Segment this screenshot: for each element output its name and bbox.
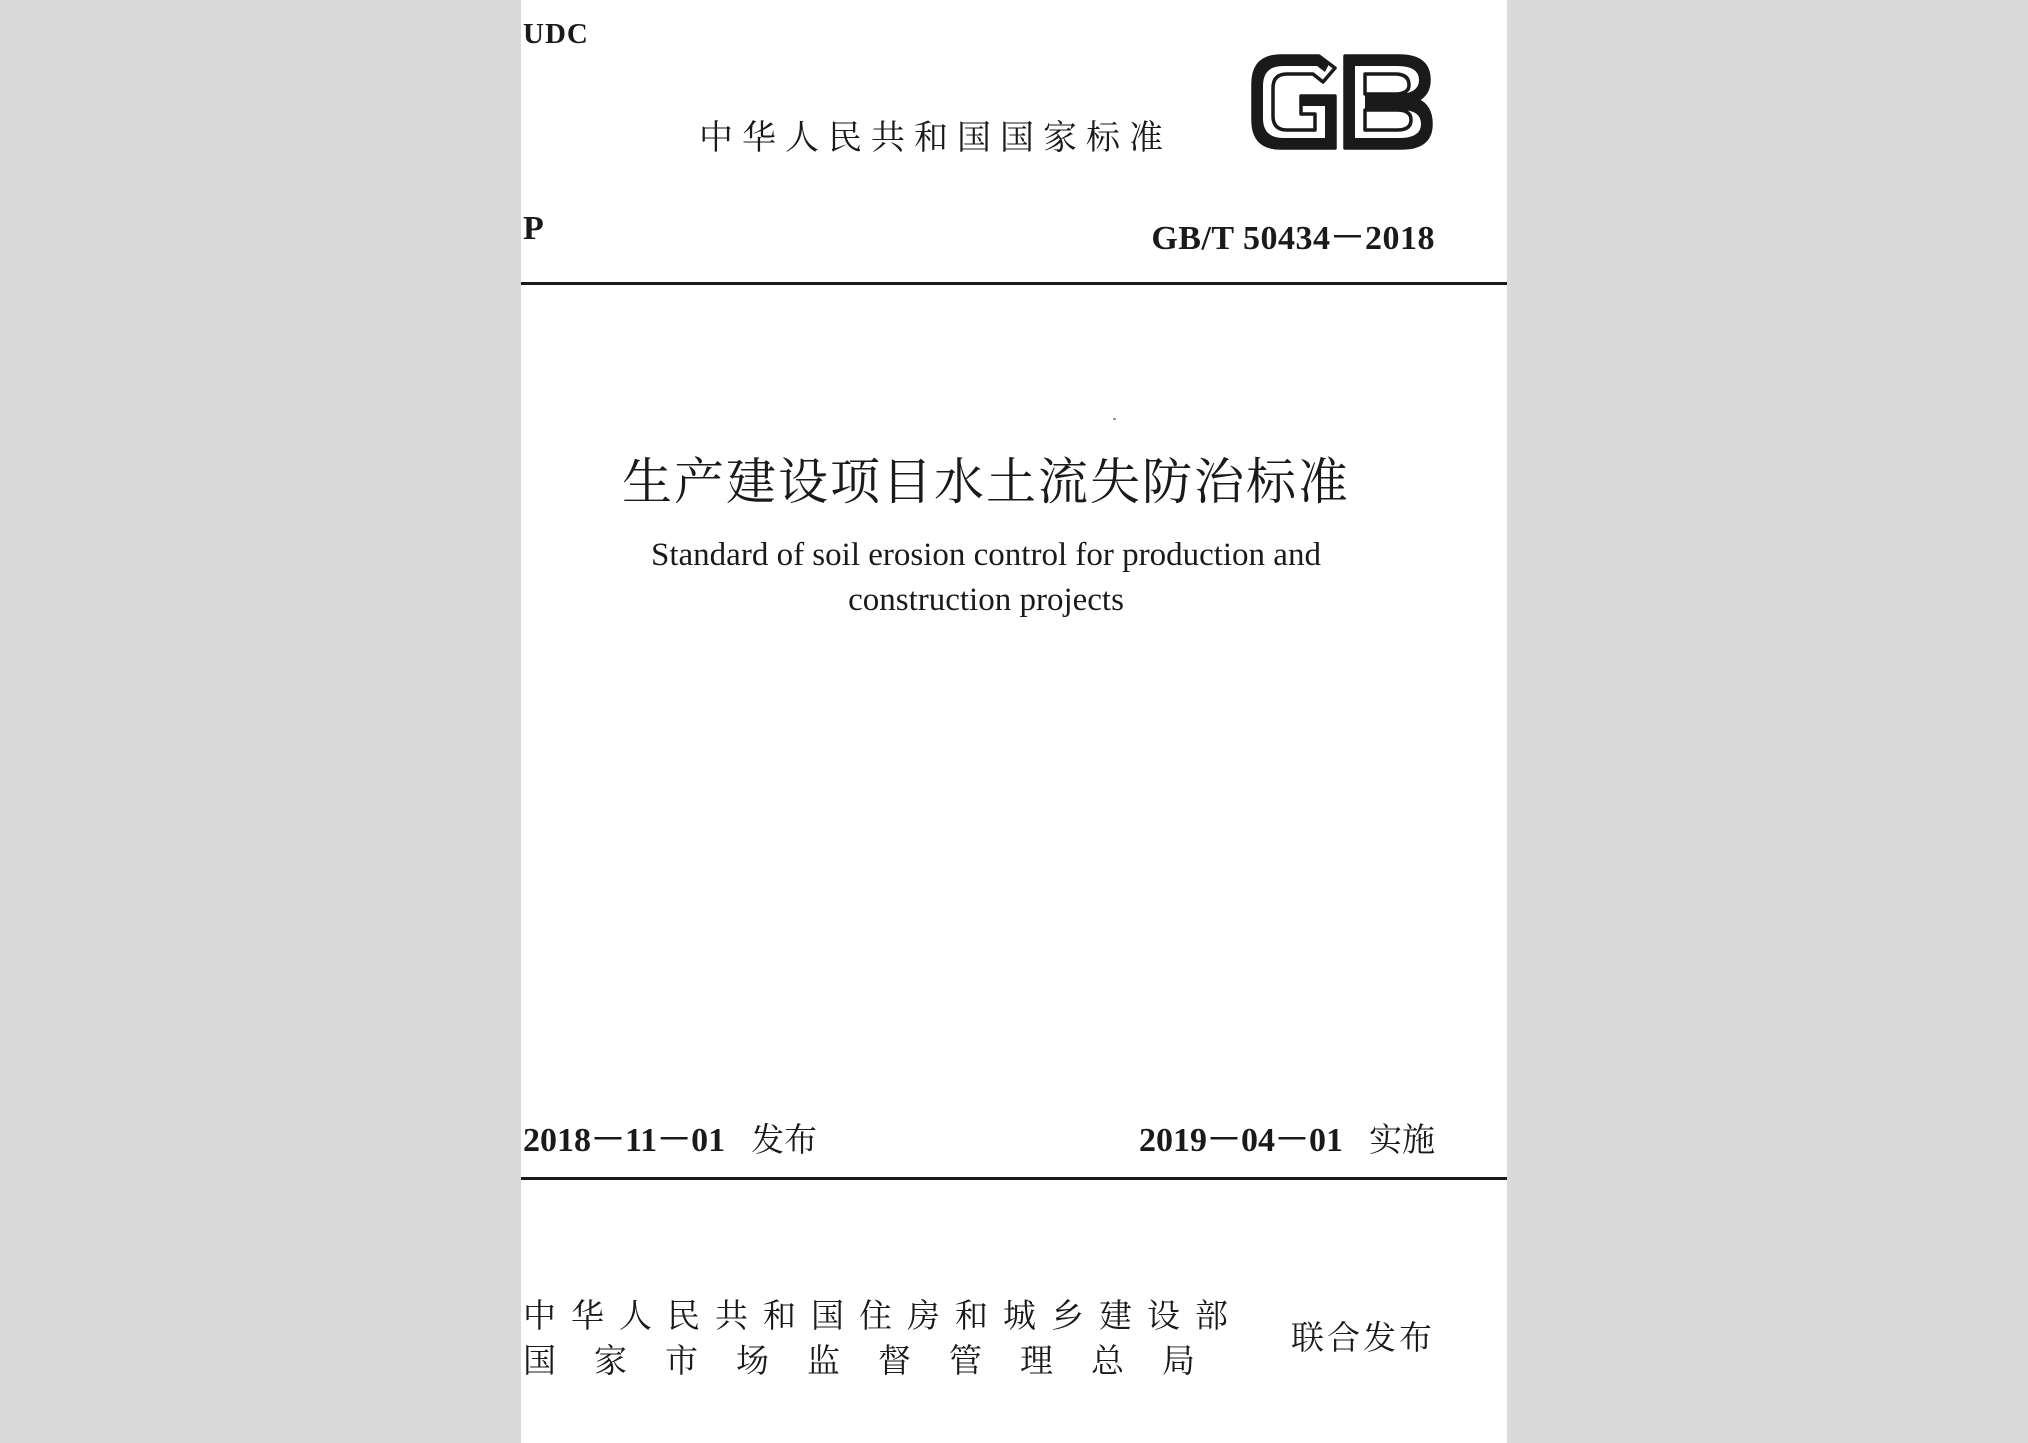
standard-cover-page <box>521 0 1507 1443</box>
udc-label: UDC <box>523 18 589 50</box>
issue-date: 2018－11－01 <box>523 1122 726 1159</box>
scan-speck <box>1113 418 1116 420</box>
footer-divider <box>521 1177 1507 1180</box>
national-standard-heading: 中华人民共和国国家标准 <box>699 118 1172 158</box>
issuer-administration: 国家市场监督管理总局 <box>523 1341 1233 1380</box>
standard-number: GB/T 50434－2018 <box>1151 220 1435 257</box>
title-english-line-2: construction projects <box>848 582 1124 618</box>
issue-label: 发布 <box>751 1120 818 1159</box>
implementation-label: 实施 <box>1369 1120 1435 1159</box>
header-divider <box>521 282 1507 285</box>
title-english-line-1: Standard of soil erosion control for production and <box>651 537 1321 573</box>
issuer-ministry: 中华人民共和国住房和城乡建设部 <box>523 1296 1243 1335</box>
category-code: P <box>523 210 544 247</box>
issue-date-block <box>523 1112 817 1161</box>
title-english <box>493 533 1479 623</box>
joint-release-label: 联合发布 <box>1291 1318 1435 1357</box>
gb-logo <box>1249 52 1434 152</box>
title-chinese: 生产建设项目水土流失防治标准 <box>622 453 1350 511</box>
implementation-date-block <box>1139 1112 1435 1161</box>
implementation-date: 2019－04－01 <box>1139 1122 1343 1159</box>
